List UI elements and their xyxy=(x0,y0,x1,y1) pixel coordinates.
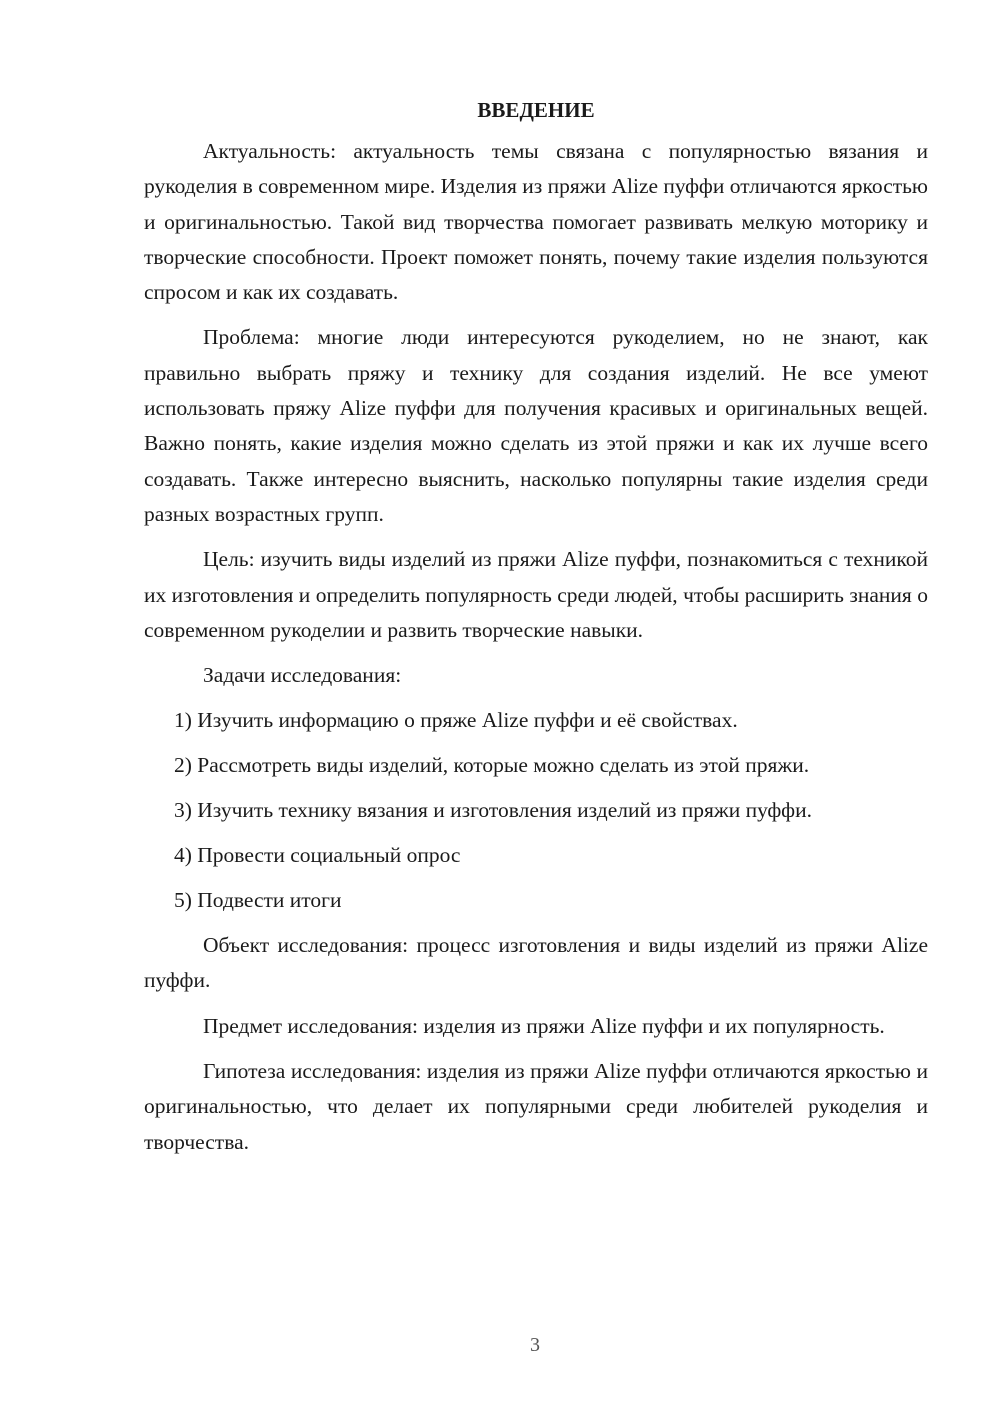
subject-paragraph: Предмет исследования: изделия из пряжи Alize пуффи и их популярность. xyxy=(203,1013,885,1038)
task-item-2: 2) Рассмотреть виды изделий, которые можно сделать из этой пряжи. xyxy=(174,753,810,778)
task-item-1: 1) Изучить информацию о пряже Alize пуффи и её свойствах. xyxy=(174,708,738,733)
relevance-paragraph: Актуальность: актуальность темы связана с популярностью вязания и рукоделия в современном мире. Изделия из пряжи Alize пуффи отличаются яркостью и оригинальностью. Такой вид творчества помогает развивать мелкую моторику и творческие способности. Проект поможет понять, почему такие изделия пользуются спросом и как их создавать. xyxy=(144,139,928,305)
page-title: ВВЕДЕНИЕ xyxy=(477,98,595,122)
task-item-5: 5) Подвести итоги xyxy=(174,888,342,913)
tasks-heading: Задачи исследования: xyxy=(203,663,402,688)
tasks-list xyxy=(144,703,928,918)
task-item-3: 3) Изучить технику вязания и изготовления изделий из пряжи пуффи. xyxy=(174,798,812,823)
problem-paragraph: Проблема: многие люди интересуются рукоделием, но не знают, как правильно выбрать пряжу и технику для создания изделий. Не все умеют использовать пряжу Alize пуффи для получения красивых и оригинальных вещей. Важно понять, какие изделия можно сделать из этой пряжи и как их лучше всего создавать. Также интересно выяснить, насколько популярны такие изделия среди разных возрастных групп. xyxy=(144,325,928,526)
page-number: 3 xyxy=(530,1334,540,1356)
task-item-4: 4) Провести социальный опрос xyxy=(174,843,461,868)
goal-paragraph: Цель: изучить виды изделий из пряжи Alize пуффи, познакомиться с техникой их изготовления и определить популярность среди людей, чтобы расширить знания о современном рукоделии и развить творческие навыки. xyxy=(144,547,928,642)
object-paragraph: Объект исследования: процесс изготовления и виды изделий из пряжи Alize пуффи. xyxy=(144,933,928,993)
hypothesis-paragraph: Гипотеза исследования: изделия из пряжи Alize пуффи отличаются яркостью и оригинальностью, что делает их популярными среди любителей рукоделия и творчества. xyxy=(144,1059,928,1154)
document-page xyxy=(144,93,928,1170)
